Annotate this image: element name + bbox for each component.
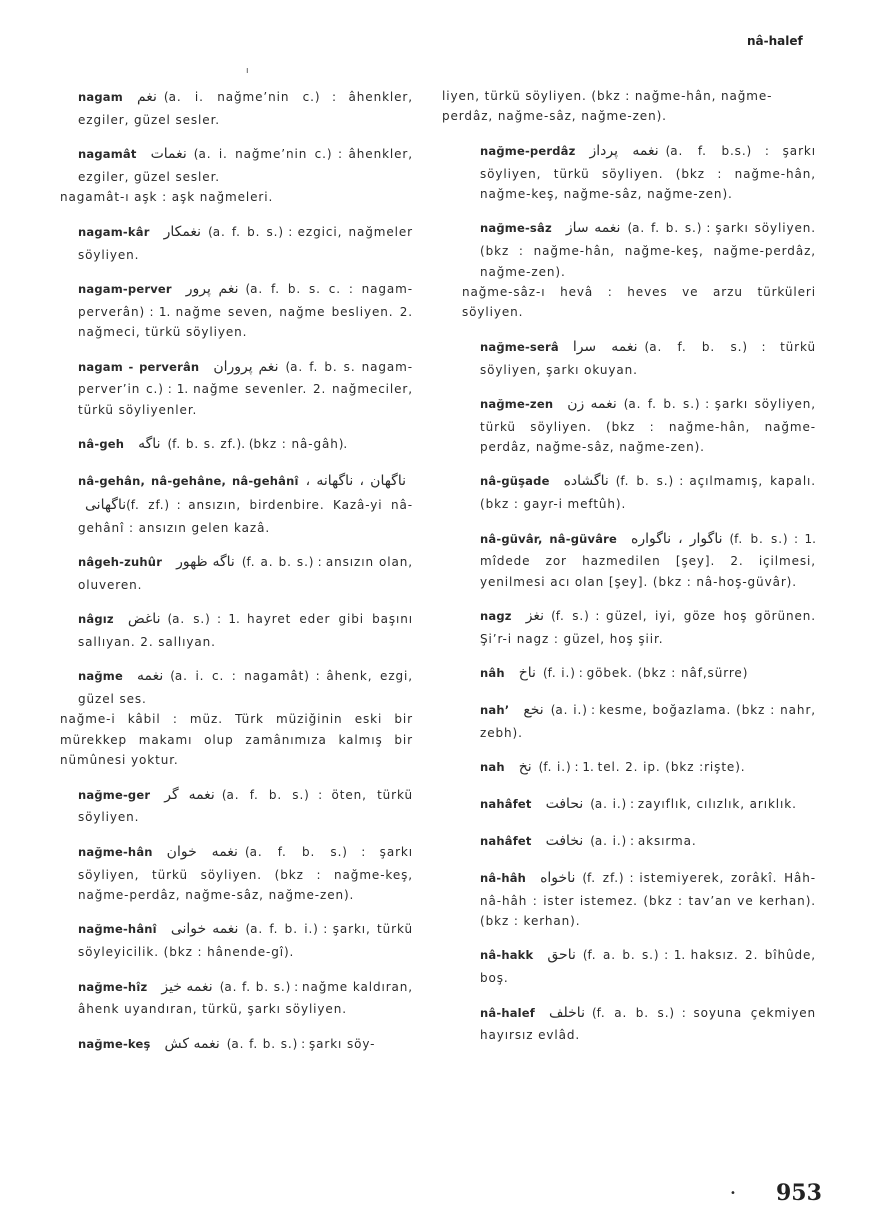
arabic-script: نغم پرور (185, 280, 239, 297)
definition: (a. i.) : aksırma. (590, 834, 697, 849)
definition: (f. zf.) : ansızın, birdenbire. Kazâ-yi nâ-gehânî : ansızın gelen kazâ. (78, 497, 413, 535)
definition: (a. i. nağme’nin c.) : âhenkler, ezgiler, güzel sesler. (78, 90, 413, 127)
headword: nâ-hâh (480, 870, 527, 885)
sub-entry: nagamât-ı aşk : aşk nağmeleri. (60, 190, 274, 205)
definition: (a. f. b. s.) : şarkı söy- (226, 1036, 376, 1051)
right-entries (442, 140, 816, 1046)
headword: nagam-kâr (78, 224, 150, 239)
headword: nahâfet (480, 797, 532, 812)
definition: (a. f. b. s.) : şarkı söyliyen, türkü söyliyen. (bkz : nağme-hân, nağme-perdâz, nağme-sâz, nağme-zen). (480, 396, 816, 455)
headword: nâgeh-zuhûr (78, 554, 163, 569)
dictionary-entry (442, 528, 816, 593)
definition: (a. f. b. s.) : öten, türkü söyliyen. (78, 787, 413, 825)
headword: nağme-perdâz (480, 143, 576, 158)
dictionary-entry (40, 784, 413, 828)
arabic-script: نغمه زن (567, 395, 617, 412)
dictionary-entry (442, 830, 816, 854)
dictionary-entry (442, 662, 816, 686)
definition: (a. f. b. s.) : şarkı söyliyen, türkü söyliyen. (bkz : nağme-keş, nağme-perdâz, nağme-sâz, nağme-zen). (78, 844, 413, 902)
definition: (f. a. b. s.) : ansızın olan, oluveren. (78, 554, 413, 592)
arabic-script: ناگهان ، ناگهانه ، ناگهانى (85, 472, 406, 513)
headword: nâ-güvâr, nâ-güvâre (480, 531, 618, 546)
right-column (442, 86, 816, 1059)
headword: nağme-sâz (480, 221, 552, 236)
dictionary-entry (40, 918, 413, 962)
definition: (a. i. c. : nagamât) : âhenk, ezgi, güzel ses. (78, 669, 413, 707)
arabic-script: ناحق (547, 947, 576, 964)
running-header: nâ-halef (747, 34, 803, 48)
headword: nâ-hakk (480, 948, 534, 963)
definition: (a. i. nağme’nin c.) : âhenkler, ezgiler, güzel sesler. (78, 147, 413, 184)
dictionary-entry (442, 1002, 816, 1046)
headword: nahâfet (480, 834, 532, 849)
dictionary-entry (40, 470, 413, 538)
arabic-script: نغمه خيز (161, 978, 213, 995)
arabic-script: نغمه پرداز (589, 142, 659, 159)
definition: (a. f. b.s.) : şarkı söyliyen, türkü söyliyen. (bkz : nağme-hân, nağme-keş, nağme-sâz, nağme-zen). (480, 143, 816, 201)
dictionary-entry (40, 841, 413, 906)
headword: nâh (480, 666, 505, 681)
arabic-script: ناخ (518, 665, 536, 682)
headword: nağme-hânî (78, 922, 157, 937)
decorative-dot: • (730, 1188, 736, 1199)
headword: nağme-ger (78, 787, 151, 802)
dictionary-entry (40, 1033, 413, 1057)
headword: nâ-güşade (480, 474, 550, 489)
definition: (f. i.) : göbek. (bkz : nâf,sürre) (542, 666, 749, 681)
headword: nah’ (480, 703, 510, 718)
arabic-script: نغم (136, 89, 157, 105)
definition: (a. f. b. s. nagam-perver’in c.) : 1. nağme sevenler. 2. nağmeciler, türkü söyliyenler. (78, 359, 413, 417)
arabic-script: ناگوار ، ناگواره (631, 530, 723, 547)
definition: (a. f. b. s. c. : nagam-perverân) : 1. nağme seven, nağme besliyen. 2. nağmeci, türkü söyliyen. (78, 281, 413, 340)
headword: nağme-hân (78, 844, 153, 859)
dictionary-entry (40, 608, 413, 652)
dictionary-entry (40, 221, 413, 265)
arabic-script: نغمات (150, 146, 187, 163)
headword: nagam-perver (78, 281, 172, 296)
definition: (a. f. b. s.) : şarkı söyliyen. (bkz : nağme-hân, nağme-keş, nağme-perdâz, nağme-zen). (480, 221, 816, 279)
headword: nagz (480, 609, 512, 624)
definition: (f. a. b. s.) : soyuna çekmiyen hayırsız evlâd. (480, 1005, 816, 1043)
dictionary-entry (442, 867, 816, 932)
headword: nâ-geh (78, 437, 125, 452)
definition: (f. a. b. s.) : 1. haksız. 2. bîhûde, boş. (480, 948, 816, 986)
dictionary-entry (442, 336, 816, 380)
arabic-script: ناگه (138, 436, 161, 453)
dictionary-entry (442, 699, 816, 743)
arabic-script: نغز (525, 608, 545, 625)
dictionary-entry (40, 551, 413, 595)
margin-mark: ı (246, 66, 249, 76)
headword: nağme-hîz (78, 979, 148, 994)
arabic-script: نغم پروران (213, 358, 279, 375)
dictionary-entry (442, 470, 816, 514)
arabic-script: نخ (518, 759, 532, 776)
definition: (f. s.) : güzel, iyi, göze hoş görünen. Şi’r-i nagz : güzel, hoş şiir. (480, 609, 816, 647)
headword: nağme-serâ (480, 339, 559, 354)
headword: nâ-gehân, nâ-gehâne, nâ-gehânî (78, 473, 299, 488)
dictionary-entry (40, 86, 413, 130)
sub-entry: nağme-i kâbil : müz. Türk müziğinin eski bir mürekkep makamı olup zamânımıza kalmış bir nümûnesi yoktur. (60, 712, 413, 768)
headword: nağme-keş (78, 1036, 151, 1051)
definition: (a. s.) : 1. hayret eder gibi başını sallıyan. 2. sallıyan. (78, 612, 413, 649)
headword: nağme-zen (480, 396, 554, 411)
definition: (a. i.) : kesme, boğazlama. (bkz : nahr, zebh). (480, 703, 816, 741)
headword: nâgız (78, 612, 114, 627)
dictionary-entry (442, 756, 816, 780)
dictionary-entry (442, 944, 816, 988)
definition: (a. f. b. s.) : ezgici, nağmeler söyliyen. (78, 224, 413, 262)
continuation-text: liyen, türkü söyliyen. (bkz : nağme-hân, nağme-perdâz, nağme-sâz, nağme-zen). (442, 89, 773, 124)
headword: nagamât (78, 147, 137, 162)
dictionary-entry (442, 393, 816, 458)
arabic-script: ناگشاده (563, 473, 609, 490)
dictionary-entry (40, 356, 413, 421)
arabic-script: نغمه خوان (166, 843, 238, 860)
definition: (a. f. b. s.) : türkü söyliyen, şarkı okuyan. (480, 339, 817, 377)
arabic-script: نغمه سرا (572, 338, 638, 355)
definition: (a. i.) : zayıflık, cılızlık, arıklık. (590, 797, 797, 812)
definition: (f. i.) : 1. tel. 2. ip. (bkz :rişte). (538, 760, 746, 775)
dictionary-entry (442, 793, 816, 817)
arabic-script: نخافت (545, 833, 584, 850)
arabic-script: نحافت (545, 796, 584, 813)
arabic-script: ناگه ظهور (176, 553, 235, 570)
arabic-script: ناغض (127, 611, 161, 628)
headword: nağme (78, 669, 123, 684)
dictionary-entry (40, 976, 413, 1020)
dictionary-entry (442, 140, 816, 205)
headword: nagam - perverân (78, 359, 200, 374)
definition: (f. zf.) : istemiyerek, zorâkî. Hâh-nâ-hâh : ister istemez. (bkz : tav’an ve kerhan). (bkz : kerhan). (480, 870, 816, 928)
definition: (a. f. b. s.) : nağme kaldıran, âhenk uyandıran, türkü, şarkı söyliyen. (78, 979, 413, 1017)
definition: (f. b. s.) : 1. mîdede zor hazmedilen [şey]. 2. içilmesi, yenilmesi acı olan [şey]. (bkz : nâ-hoş-güvâr). (480, 531, 816, 589)
arabic-script: نغمه خوانى (170, 921, 239, 938)
arabic-script: نغمه ساز (565, 220, 621, 237)
arabic-script: نخع (523, 702, 544, 719)
page-number: 953 (776, 1180, 822, 1206)
arabic-script: نغمه گر (164, 786, 215, 803)
definition: (f. b. s.) : açılmamış, kapalı. (bkz : gayr-i meftûh). (480, 474, 816, 512)
headword: nagam (78, 90, 123, 104)
dictionary-entry (40, 143, 413, 208)
definition: (f. b. s. zf.). (bkz : nâ-gâh). (167, 437, 348, 452)
arabic-script: نغمه (136, 668, 164, 685)
dictionary-entry (40, 278, 413, 343)
headword: nah (480, 760, 505, 775)
dictionary-entry (40, 433, 413, 457)
headword: nâ-halef (480, 1005, 536, 1020)
dictionary-entry (442, 217, 816, 322)
arabic-script: نغمه كش (164, 1035, 220, 1052)
arabic-script: نغمكار (163, 223, 202, 240)
arabic-script: ناخلف (549, 1004, 585, 1021)
sub-entry: nağme-sâz-ı hevâ : heves ve arzu türküleri söyliyen. (462, 284, 816, 320)
definition: (a. f. b. i.) : şarkı, türkü söyleyicilik. (bkz : hânende-gî). (78, 922, 413, 960)
arabic-script: ناخواه (540, 869, 576, 886)
left-column (40, 86, 413, 1070)
dictionary-entry (40, 665, 413, 770)
dictionary-entry (442, 605, 816, 649)
